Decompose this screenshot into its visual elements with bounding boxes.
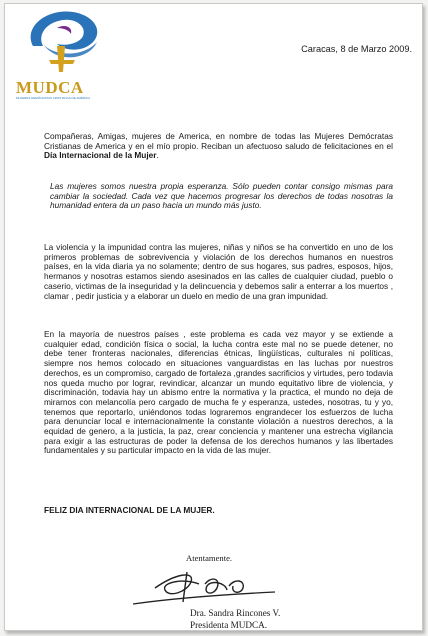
intro-paragraph <box>44 132 393 161</box>
mayoria-paragraph: En la mayoría de nuestros países , este problema es cada vez mayor y se extiende a cualquier edad, condición física o social, la lucha contra este mal no se puede detener, no debe tener fronteras nacionales, diferencias étnicas, lingüísticas, culturales ni políticas, siempre nos hemos colocado en situaciones vanguardistas en las luchas por nuestros derechos, es un compromiso, cargado de fortaleza ,grandes sacrificios y virtudes, pero todavia nos queda mucho por lograr, revindicar, alcanzar un mundo equitativo libre de violencia, y discriminación, todavia hay un abismo entre la normativa y la practica, el mundo no deja de mirarnos con melancolía pero cargado de mucha fe y esperanza, ustedes, nosotras, tu y yo, tenemos que reportarlo, uniéndonos todas lograremos engrandecer los esfuerzos de lucha para denunciar local e internacionalmente la constante violación a nuestros derechos, a la equidad de genero, a la justicia, la paz, crear conciencia y mantener una estrecha vigilancia para exigir a las estructuras de poder la defensa de los derechos humanos y las libertades fundamentales y su particular impacto en la vida de las mujer. <box>44 329 393 456</box>
handwritten-signature <box>125 564 285 610</box>
signer-name: Dra. Sandra Rincones V. <box>190 608 281 618</box>
closing-line: Atentamente. <box>186 553 233 563</box>
logo-emblem <box>13 6 113 78</box>
logo-wordmark: MUDCA <box>16 78 84 97</box>
logo-subtitle: MUJERES DEMÓCRATAS CRISTIANAS DE AMÉRICA <box>16 96 91 100</box>
letter-date: Caracas, 8 de Marzo 2009. <box>301 44 412 54</box>
intro-text: Compañeras, Amigas, mujeres de America, en nombre de todas las Mujeres Demócratas Cristianas de America y en el mío propio. Reciban un afectuoso saludo de felicitaciones en el <box>44 131 393 151</box>
quote-paragraph: Las mujeres somos nuestra propia esperanza. Sólo pueden contar consigo mismas para cambiar la sociedad. Cada vez que hacemos progresar los derechos de todas nosotras la humanidad entera da un paso hacia un mundo más justo. <box>50 181 393 211</box>
violence-paragraph: La violencia y la impunidad contra las mujeres, niñas y niños se ha convertido en uno de los primeros problemas de sobrevivencia y violación de los derechos humanos en nuestros países, en la vida diaria ya no solamente; dentro de sus hogares, sus padres, esposos, hijos, hermanos y nosotras estamos siendo asesinados en las calles de cualquier ciudad, pueblo o caserio, victimas de la inseguridad y la delincuencia y debemos salir a enterrar a los muertos , clamar , pedir justicia y a elaborar un duelo en medio de una gran impunidad. <box>44 242 393 301</box>
intro-end: . <box>156 150 159 161</box>
greeting-line: FELIZ DIA INTERNACIONAL DE LA MUJER. <box>44 505 215 515</box>
mudca-logo <box>13 6 113 98</box>
intro-highlight: Día Internacional de la Mujer <box>44 150 157 161</box>
signer-title: Presidenta MUDCA. <box>190 620 268 630</box>
letter-page <box>4 3 423 631</box>
